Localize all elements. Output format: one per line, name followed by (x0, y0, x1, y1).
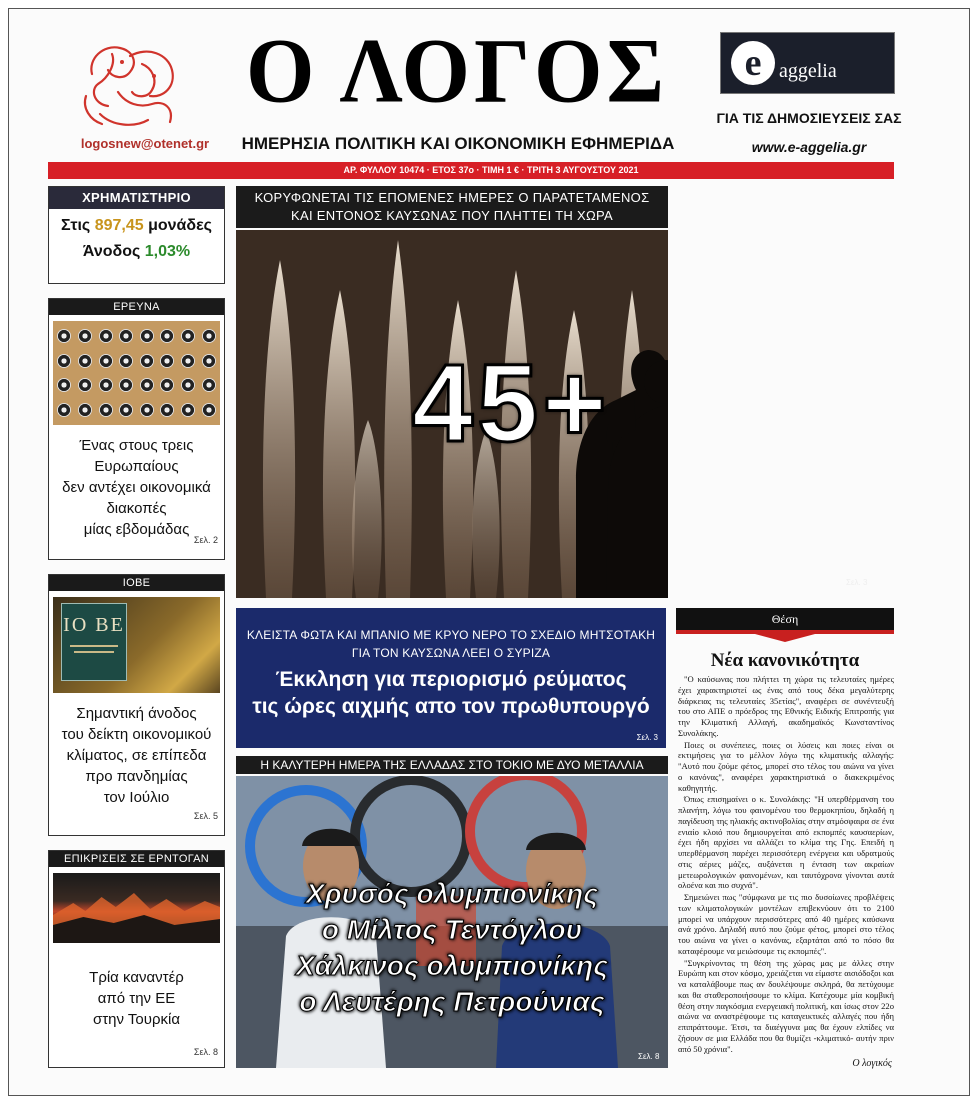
sidebar-text (49, 967, 224, 1030)
wildfire-photo (53, 873, 220, 943)
stock-change-value: 1,03% (144, 243, 191, 260)
olympics-headline-line: Χρυσός ολυμπιονίκης (305, 878, 599, 909)
sidebar-text-line: τον Ιούλιο (103, 789, 170, 806)
energy-headline-line: τις ώρες αιχμής απο τον πρωθυπουργό (252, 695, 650, 718)
energy-kicker (236, 608, 666, 662)
newspaper-subtitle: ΗΜΕΡΗΣΙΑ ΠΟΛΙΤΙΚΗ ΚΑΙ ΟΙΚΟΝΟΜΙΚΗ ΕΦΗΜΕΡΙΔΑ (241, 134, 675, 153)
stock-change-prefix: Άνοδος (82, 243, 141, 260)
sidebar-text (49, 703, 224, 808)
opinion-paragraph: Ποιες οι συνέπειες, ποιες οι λύσεις και ποιες είναι οι εκτιμήσεις για το μέλλον λόγω της κλιματικής αλλαγής: "Αυτό που ζούμε φέτος, μπορεί στο τέλος του αιώνα να γίνει ο κανόνας", αναφέρει χαρακτηριστικά ο διακεκριμένος καθηγητής. (678, 739, 894, 793)
opinion-paragraph: "Συγκρίνοντας τη θέση της χώρας μας με άλλες στην Ευρώπη και στον κόσμο, χρειάζεται να είμαστε αισιόδοξοι και να καταλάβουμε πως αν δουλέψουμε σκληρά, θα πετύχουμε και θα σταθεροποιήσουμε το κλίμα. Κατέχουμε μία κομβική θέση στην παγκόσμια ενεργειακή πολιτική, και ίσως στον 22ο αιώνα να αναστρέψουμε τις καταγεικτικές αλλαγές που ήδη επιπράττουμε. Έτσι, τα διαέγγυνα μας θα έχουν ελπίδες να ζήσουν σε μια Ελλάδα που θα θυμίζει -κλιματικό- αυτήν πριν από 50 χρόνια". (678, 957, 894, 1054)
coins-photo (53, 597, 220, 693)
page-reference: Σελ. 8 (193, 1047, 218, 1057)
stock-market-box (48, 186, 225, 284)
opinion-paragraph: "Ο καύσωνας που πλήττει τη χώρα τις τελευταίες ημέρες έχει χαρακτηριστεί ως ένας από τους δέκα μεγαλύτερης διάρκειας τις τελευταίες 35ετίας", αναφέρει σε συνέντευξή του στο ΑΠΕ ο πρόεδρος της Εθνικής Ειδικής Επιτροπής για την Κλιματική Αλλαγή, ακαδημαϊκός Κωνσταντίνος Συνολάκης. (678, 674, 894, 738)
newspaper-logo-icon (78, 34, 188, 134)
sidebar-text-line: στην Τουρκία (92, 1011, 181, 1028)
opinion-section-label: Θέση (676, 608, 894, 630)
energy-kicker-line: ΓΙΑ ΤΟΝ ΚΑΥΣΩΝΑ ΛΕΕΙ Ο ΣΥΡΙΖΑ (351, 646, 551, 660)
eaggelia-brand-word: aggelia (779, 59, 837, 82)
opinion-paragraph: Όπως επισημαίνει ο κ. Συνολάκης: "Η υπερθέρμανση του πλανήτη, λόγω του φαινομένου του θερμοκηπίου, δηλαδή η παγίδευση της ηλιακής ακτινοβολίας στην ατμόσφαιρα σε ένα ενιαίο κλοιό που δημιουργείται από εκπομπές καυσαερίων, έχει ήδη αρχίσει να αλλάζει το κλίμα της Γης. Επειδή η υπερθέρμανση παρέχει περισσότερη ενέργεια και υδρατμούς στις αέριες μάζες, αυξάνεται η ένταση των ακραίων μετεωρολογικών φαινομένων, και ταυτόχρονα γίνονται αυτά ολοένα και πιο συχνά". (678, 794, 894, 891)
page-reference: Σελ. 3 (846, 578, 868, 587)
sidebar-item-iobe[interactable] (48, 574, 225, 836)
opinion-paragraph: Σημειώνει πως "σύμφωνα με τις πιο δυσοίωνες προβλέψεις των κλιματολογικών μοντέλων επιβεκνύουν ότι το 2100 μπορεί να υπάρχουν περισσότερες από 40 ημέρες καύσωνα ανά χρόνο. Δηλαδή αυτό που ζούμε φέτος, μπορεί στο τέλος του αιώνα να γίνει ο κανόνας, εξαρτάται από το πόσο θα καταφέρουμε να μειώσουμε τις εκπομπές". (678, 892, 894, 956)
ad-tagline: ΓΙΑ ΤΙΣ ΔΗΜΟΣΙΕΥΣΕΙΣ ΣΑΣ (716, 110, 902, 126)
opinion-pointer-icon (740, 630, 830, 642)
issue-info-bar: ΑΡ. ΦΥΛΛΟΥ 10474 · ΕΤΟΣ 37ο · ΤΙΜΗ 1 € · ΤΡΙΤΗ 3 ΑΥΓΟΥΣΤΟΥ 2021 (48, 162, 894, 179)
sidebar-text (49, 435, 224, 540)
opinion-signature: Ο λογικός (852, 1058, 892, 1069)
newspaper-title: Ο ΛΟΓΟΣ (246, 20, 668, 123)
energy-headline (236, 666, 666, 720)
beach-umbrellas-photo (53, 321, 220, 425)
stock-points-line (49, 217, 224, 235)
sidebar-text-line: Τρία καναντέρ (89, 969, 184, 986)
page-reference: Σελ. 8 (638, 1052, 660, 1061)
opinion-body (678, 674, 894, 1054)
stock-heading: ΧΡΗΜΑΤΙΣΤΗΡΙΟ (49, 187, 224, 209)
sidebar-text-line: Ένας στους τρεις (79, 437, 194, 454)
olympics-headline-line: Χάλκινος ολυμπιονίκης (295, 950, 609, 981)
eaggelia-ad-logo[interactable] (720, 32, 895, 94)
sidebar-text-line: διακοπές (106, 500, 167, 517)
stock-points-value: 897,45 (94, 217, 144, 234)
olympics-banner[interactable]: Η ΚΑΛΥΤΕΡΗ ΗΜΕΡΑ ΤΗΣ ΕΛΛΑΔΑΣ ΣΤΟ ΤΟΚΙΟ ΜΕ ΔΥΟ ΜΕΤΑΛΛΙΑ (236, 756, 668, 774)
sidebar-text-line: Σημαντική άνοδος (76, 705, 197, 722)
contact-email[interactable]: logosnew@otenet.gr (80, 136, 210, 151)
sidebar-text-line: δεν αντέχει οικονομικά (62, 479, 211, 496)
eaggelia-e-icon: e (731, 41, 775, 85)
page-reference: Σελ. 2 (193, 535, 218, 545)
sidebar-heading: ΕΠΙΚΡΙΣΕΙΣ ΣΕ ΕΡΝΤΟΓΑΝ (49, 851, 224, 867)
stock-points-suffix: μονάδες (148, 217, 212, 234)
sidebar-item-erdogan[interactable] (48, 850, 225, 1068)
sidebar-text-line: μίας εβδομάδας (83, 521, 190, 538)
olympics-headline-line: ο Μίλτος Τεντόγλου (321, 914, 583, 945)
lead-banner-line: ΚΑΙ ΕΝΤΟΝΟΣ ΚΑΥΣΩΝΑΣ ΠΟΥ ΠΛΗΤΤΕΙ ΤΗ ΧΩΡΑ (291, 208, 613, 223)
energy-story-box[interactable] (236, 608, 666, 748)
opinion-title[interactable]: Νέα κανονικότητα (710, 650, 860, 671)
sidebar-heading: ΙΟΒΕ (49, 575, 224, 591)
iobe-card-text: IO BE (63, 614, 125, 636)
stock-change-line (49, 243, 224, 261)
energy-headline-line: Έκκληση για περιορισμό ρεύματος (275, 668, 627, 691)
stock-points-prefix: Στις (61, 217, 91, 234)
olympics-headline-line: ο Λευτέρης Πετρούνιας (299, 986, 605, 1017)
lead-banner-line: ΚΟΡΥΦΩΝΕΤΑΙ ΤΙΣ ΕΠΟΜΕΝΕΣ ΗΜΕΡΕΣ Ο ΠΑΡΑΤΕΤΑΜΕΝΟΣ (254, 190, 650, 205)
sidebar-item-survey[interactable] (48, 298, 225, 560)
sidebar-text-line: κλίματος, σε επίπεδα (66, 747, 207, 764)
olympics-headline[interactable] (242, 876, 662, 1020)
temperature-headline[interactable]: 45+ (412, 342, 611, 465)
page-reference: Σελ. 3 (636, 733, 658, 742)
ad-url-link[interactable]: www.e-aggelia.gr (751, 139, 867, 155)
sidebar-heading: ΕΡΕΥΝΑ (49, 299, 224, 315)
sidebar-text-line: προ πανδημίας (85, 768, 188, 785)
page-reference: Σελ. 5 (193, 811, 218, 821)
iobe-logo-card (61, 603, 127, 681)
energy-kicker-line: ΚΛΕΙΣΤΑ ΦΩΤΑ ΚΑΙ ΜΠΑΝΙΟ ΜΕ ΚΡΥΟ ΝΕΡΟ ΤΟ ΣΧΕΔΙΟ ΜΗΤΣΟΤΑΚΗ (246, 628, 656, 642)
sidebar-text-line: Ευρωπαίους (94, 458, 179, 475)
lead-banner[interactable] (236, 186, 668, 228)
sidebar-text-line: του δείκτη οικονομικού (61, 726, 212, 743)
sidebar-text-line: από την ΕΕ (97, 990, 176, 1007)
